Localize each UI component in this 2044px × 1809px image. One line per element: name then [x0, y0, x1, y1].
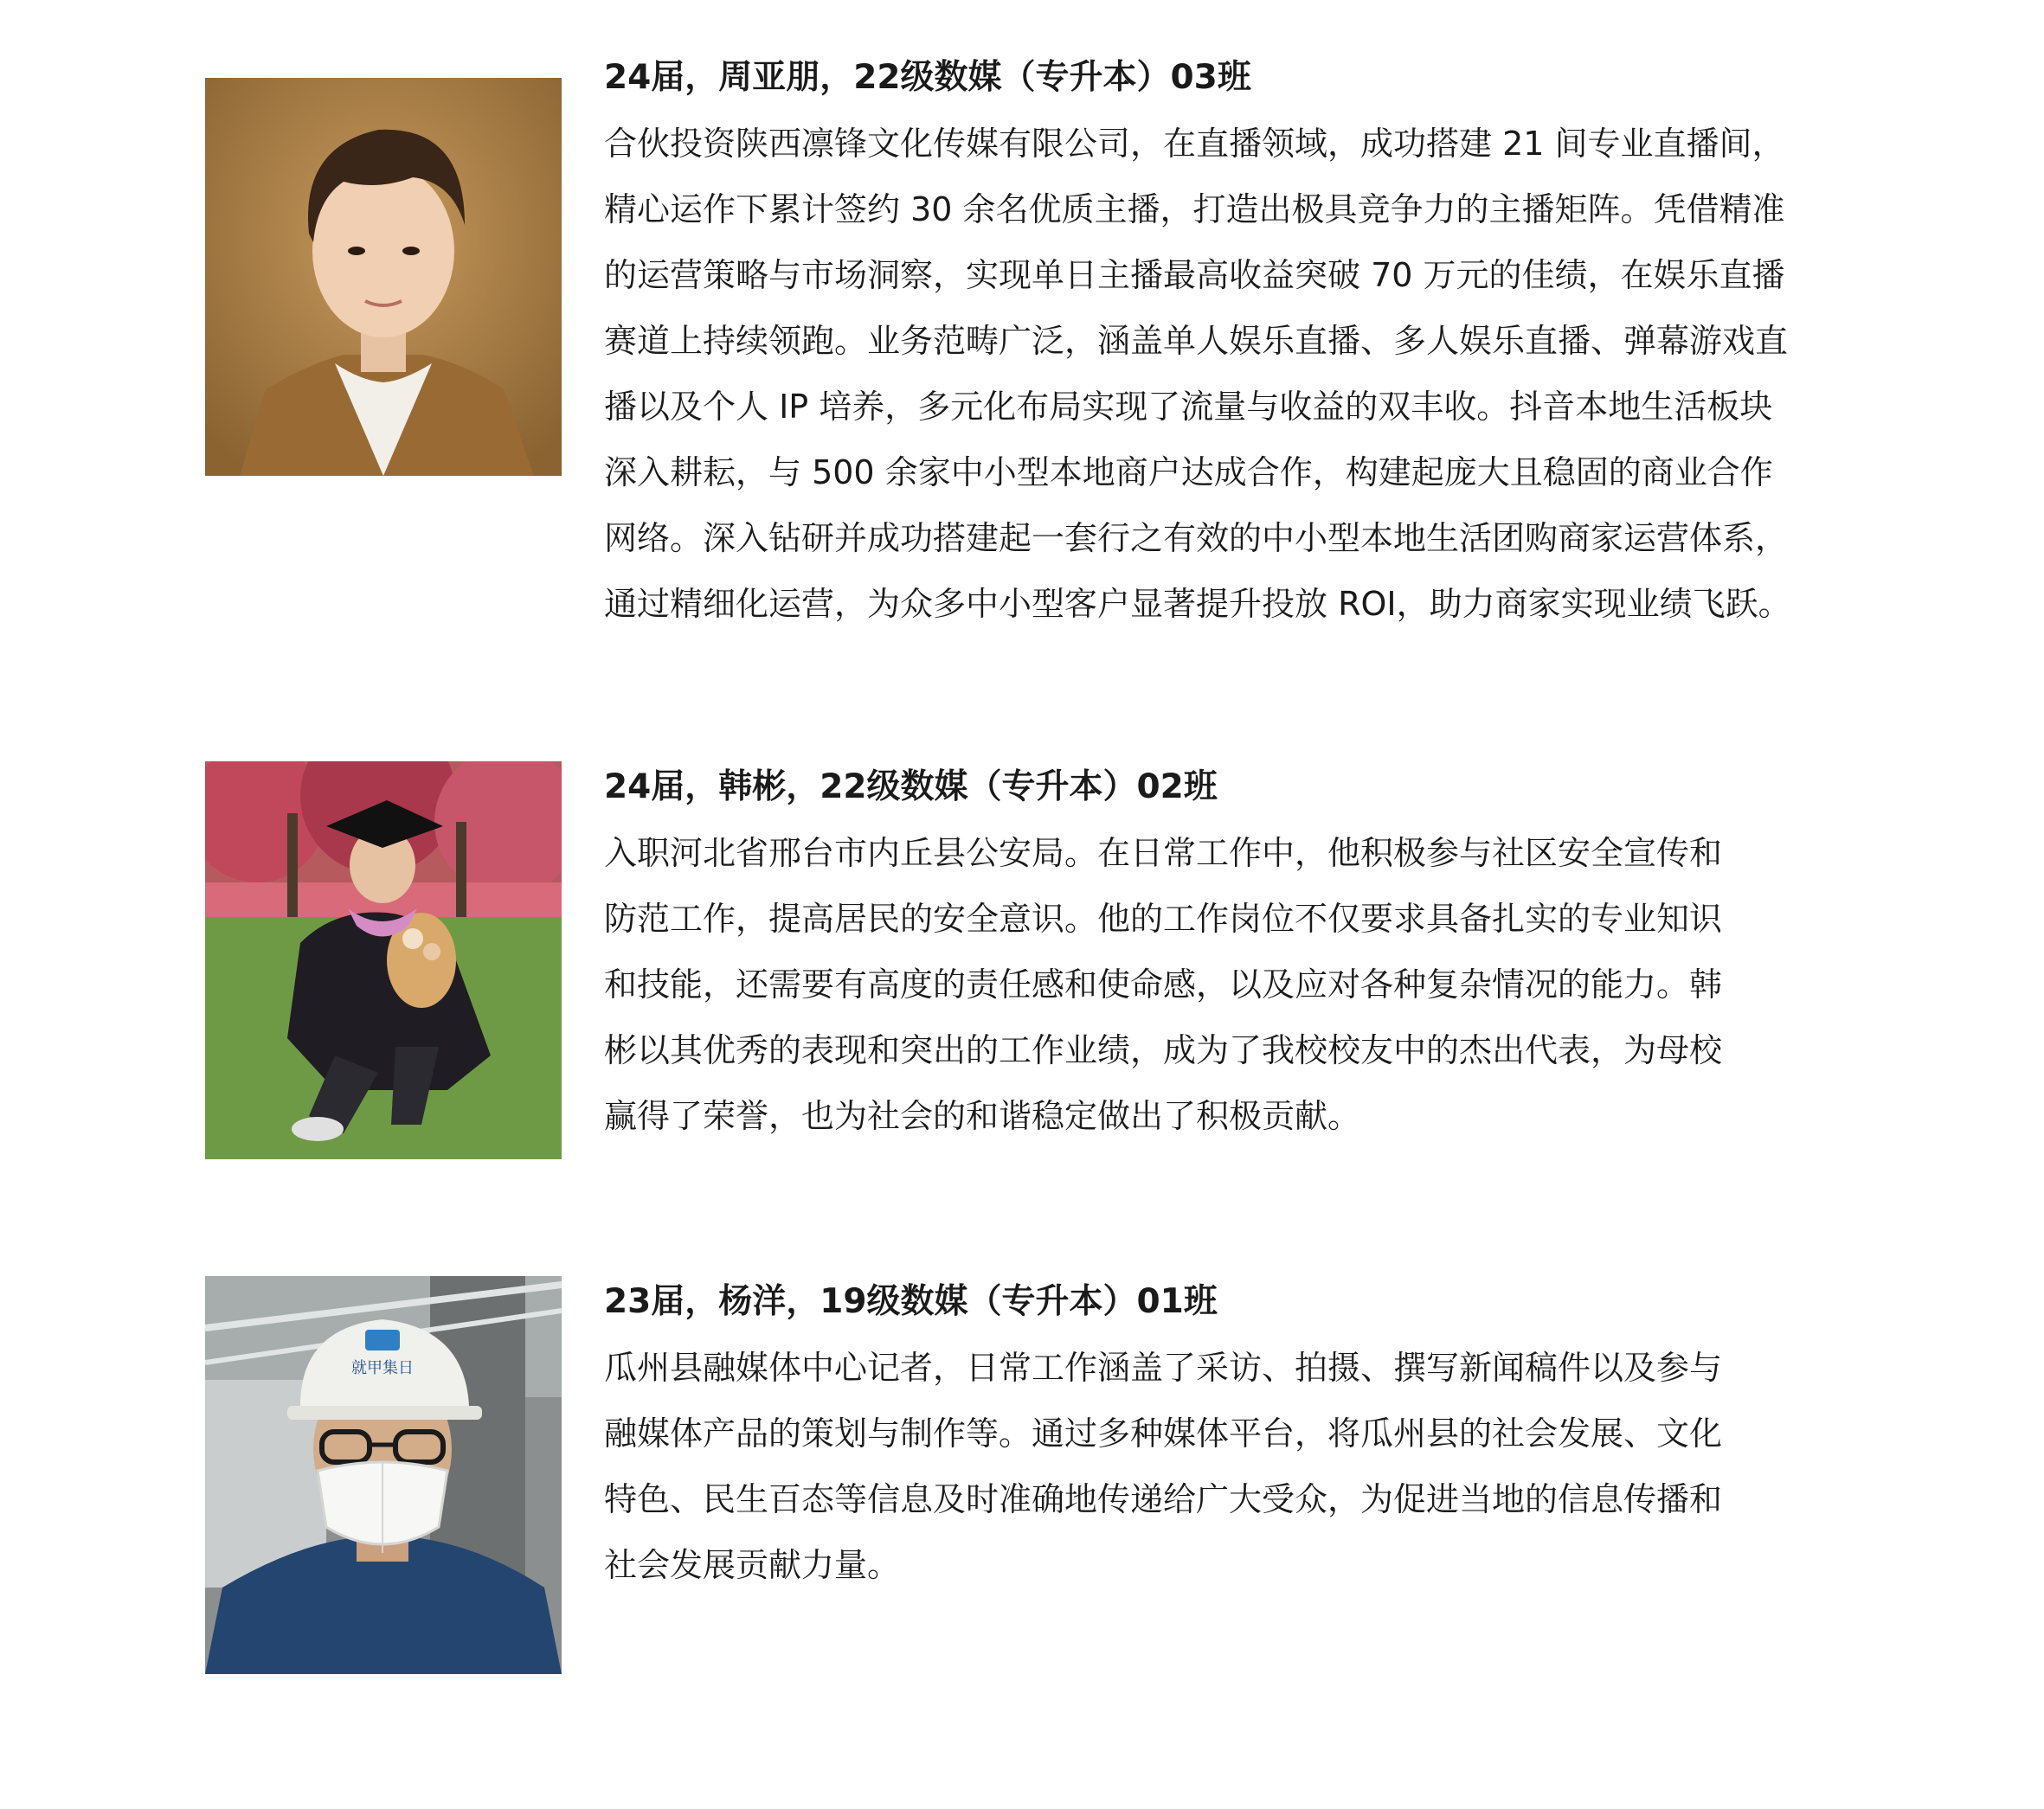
- description-line: 和技能，还需要有高度的责任感和使命感，以及应对各种复杂情况的能力。韩: [604, 965, 1723, 1004]
- description-line: 防范工作，提高居民的安全意识。他的工作岗位不仅要求具备扎实的专业知识: [604, 900, 1723, 938]
- profile-description: [604, 111, 1867, 637]
- profile-photo: [205, 761, 562, 1159]
- description-line: 彬以其优秀的表现和突出的工作业绩，成为了我校校友中的杰出代表，为母校: [604, 1031, 1723, 1069]
- profile-text: [604, 1276, 1867, 1598]
- description-line: 合伙投资陕西凛锋文化传媒有限公司，在直播领域，成功搭建 21 间专业直播间，: [604, 125, 1785, 163]
- profile-heading: 24届，韩彬，22级数媒（专升本）02班: [604, 767, 1218, 806]
- helmet-logo-text: 就甲集日: [351, 1359, 414, 1377]
- description-line: 网络。深入钻研并成功搭建起一套行之有效的中小型本地生活团购商家运营体系，: [604, 519, 1789, 557]
- description-line: 赢得了荣誉，也为社会的和谐稳定做出了积极贡献。: [604, 1097, 1361, 1135]
- profile-text: [604, 52, 1867, 637]
- description-line: 赛道上持续领跑。业务范畴广泛，涵盖单人娱乐直播、多人娱乐直播、弹幕游戏直: [604, 322, 1789, 360]
- description-line: 播以及个人 IP 培养，多元化布局实现了流量与收益的双丰收。抖音本地生活板块: [604, 388, 1773, 426]
- description-line: 融媒体产品的策划与制作等。通过多种媒体平台，将瓜州县的社会发展、文化: [604, 1414, 1723, 1453]
- description-line: 入职河北省邢台市内丘县公安局。在日常工作中，他积极参与社区安全宣传和: [604, 834, 1723, 872]
- description-line: 社会发展贡献力量。: [604, 1546, 901, 1584]
- profile-heading: 24届，周亚朋，22级数媒（专升本）03班: [604, 58, 1251, 97]
- profile-photo: [205, 1276, 562, 1674]
- profile-description: [604, 820, 1867, 1149]
- description-line: 瓜州县融媒体中心记者，日常工作涵盖了采访、拍摄、撰写新闻稿件以及参与: [604, 1349, 1723, 1387]
- profile-description: [604, 1335, 1867, 1598]
- profile-text: [604, 761, 1867, 1149]
- description-line: 通过精细化运营，为众多中小型客户显著提升投放 ROI，助力商家实现业绩飞跃。: [604, 585, 1791, 623]
- profile-heading: 23届，杨洋，19级数媒（专升本）01班: [604, 1282, 1218, 1321]
- description-line: 深入耕耘，与 500 余家中小型本地商户达成合作，构建起庞大且稳固的商业合作: [604, 453, 1773, 491]
- description-line: 的运营策略与市场洞察，实现单日主播最高收益突破 70 万元的佳绩，在娱乐直播: [604, 256, 1785, 294]
- profile-photo: [205, 78, 562, 476]
- description-line: 精心运作下累计签约 30 余名优质主播，打造出极具竞争力的主播矩阵。凭借精准: [604, 190, 1785, 228]
- description-line: 特色、民生百态等信息及时准确地传递给广大受众，为促进当地的信息传播和: [604, 1480, 1723, 1518]
